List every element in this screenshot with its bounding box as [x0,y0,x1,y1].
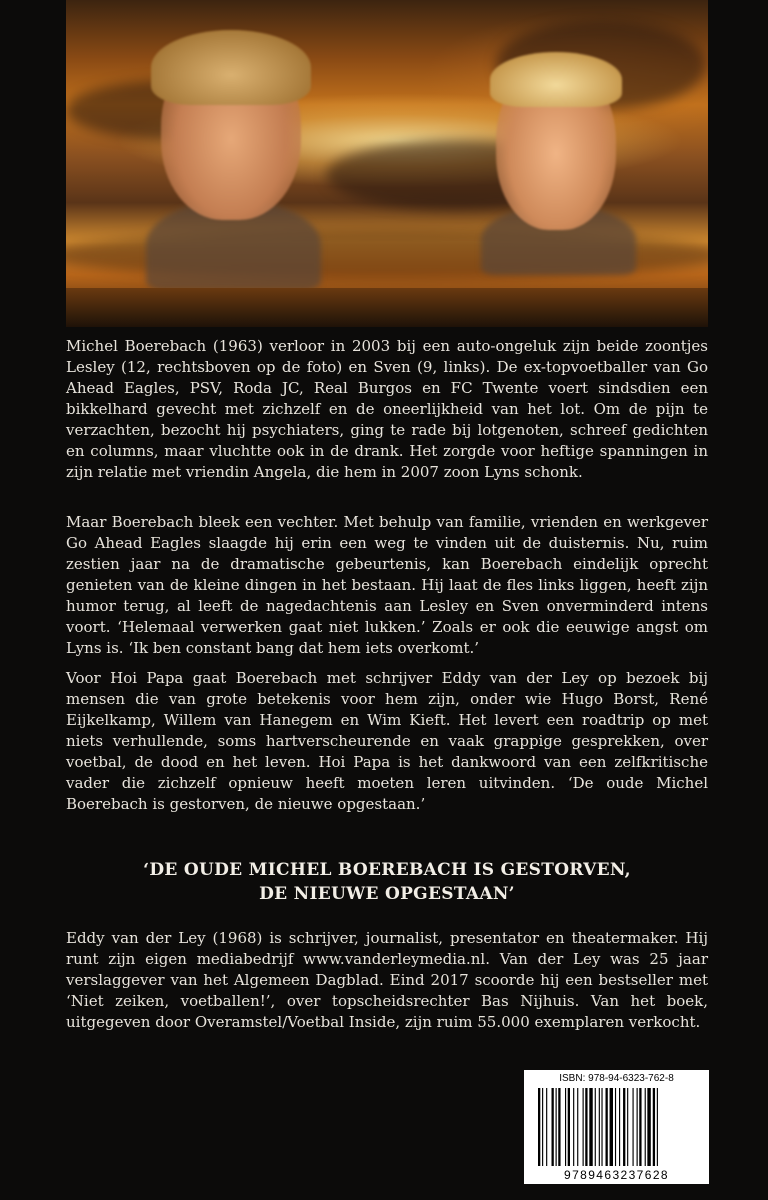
boy-left-portrait [161,40,301,220]
barcode-bar [633,1088,634,1166]
horizon [66,288,708,327]
isbn-label: ISBN: 978-94-6323-762-8 [559,1073,674,1084]
barcode-bar [585,1088,587,1166]
barcode-bar [558,1088,560,1166]
barcode-bar [610,1088,613,1166]
barcode-bar [595,1088,596,1166]
barcode-bar [556,1088,557,1166]
barcode-bar [542,1088,543,1166]
barcode-bar [573,1088,574,1166]
barcode-bar [647,1088,650,1166]
author-bio [66,928,708,1033]
blurb-paragraph-3 [66,668,708,815]
barcode-bar [552,1088,554,1166]
barcode-bar [577,1088,578,1166]
paragraph-text: Maar Boerebach bleek een vechter. Met behulp van familie, vrienden en werkgever Go Ahead Eagles slaagde hij erin een weg te vinden uit de duisternis. Nu, ruim zestien jaar na de dramatische gebeurtenis, kan Boerebach eindelijk oprecht genieten van de kleine dingen in het bestaan. Hij laat de fles links liggen, heeft zijn humor terug, al leeft de nagedachtenis aan Lesley en Sven onverminderd intens voort. ‘Helemaal verwerken gaat niet lukken.’ Zoals er ook die eeuwige angst om Lyns is. ‘Ik ben constant bang dat hem iets overkomt.’ [66,513,708,657]
barcode-bar [599,1088,600,1166]
barcode-bar [657,1088,658,1166]
cover-photo [66,0,708,327]
barcode-bar [623,1088,625,1166]
paragraph-text: Michel Boerebach (1963) verloor in 2003 bij een auto-ongeluk zijn beide zoontjes Lesley (12, rechtsboven op de foto) en Sven (9, links). De ex-topvoetballer van Go Ahead Eagles, PSV, Roda JC, Real Burgos en FC Twente voert sindsdien een bikkelhard gevecht met zichzelf en de oneerlijkheid van het lot. Om de pijn te verzachten, bezocht hij psychiaters, ging te rade bij lotgenoten, schreef gedichten en columns, maar vluchtte ook in de drank. Het zorgde voor heftige spanningen in zijn relatie met vriendin Angela, die hem in 2007 zoon Lyns schonk. [66,337,708,481]
pull-quote [66,858,708,906]
blurb-paragraph-1 [66,336,708,483]
barcode-bar [606,1088,608,1166]
barcode-bar [615,1088,616,1166]
barcode-bars [536,1088,697,1166]
barcode-bar [619,1088,620,1166]
blurb-paragraph-2 [66,512,708,659]
author-bio-text: Eddy van der Ley (1968) is schrijver, journalist, presentator en theatermaker. Hij runt zijn eigen mediabedrijf www.vanderleymedia.nl. Van der Ley was 25 jaar verslaggever van het Algemeen Dagblad. Eind 2017 scoorde hij een bestseller met ‘Niet zeiken, voetballen!’, over topscheidsrechter Bas Nijhuis. Van het boek, uitgegeven door Overamstel/Voetbal Inside, zijn ruim 55.000 exemplaren verkocht. [66,929,708,1031]
barcode-bar [589,1088,592,1166]
barcode-bar [639,1088,641,1166]
barcode-bar [637,1088,638,1166]
barcode-bar [601,1088,602,1166]
barcode-bar [568,1088,570,1166]
barcode-bar [538,1088,540,1166]
isbn-barcode [524,1070,709,1184]
barcode-bar [546,1088,547,1166]
barcode-bar [645,1088,646,1166]
barcode-bar [565,1088,566,1166]
boy-right-portrait [496,60,616,230]
barcode-bar [583,1088,584,1166]
paragraph-text: Voor Hoi Papa gaat Boerebach met schrijver Eddy van der Ley op bezoek bij mensen die van grote betekenis voor hem zijn, onder wie Hugo Borst, René Eijkelkamp, Willem van Hanegem en Wim Kieft. Het levert een roadtrip op met niets verhullende, soms hartverscheurende en vaak grappige gesprekken, over voetbal, de dood en het leven. Hoi Papa is het dankwoord van een zelfkritische vader die zichzelf opnieuw heeft moeten leren uitvinden. ‘De oude Michel Boerebach is gestorven, de nieuwe opgestaan.’ [66,669,708,813]
barcode-digits: 9789463237628 [564,1168,669,1182]
barcode-bar [653,1088,655,1166]
barcode-bar [627,1088,628,1166]
pull-quote-line-2: DE NIEUWE OPGESTAAN’ [259,884,515,904]
pull-quote-line-1: ‘DE OUDE MICHEL BOEREBACH IS GESTORVEN, [143,860,631,880]
